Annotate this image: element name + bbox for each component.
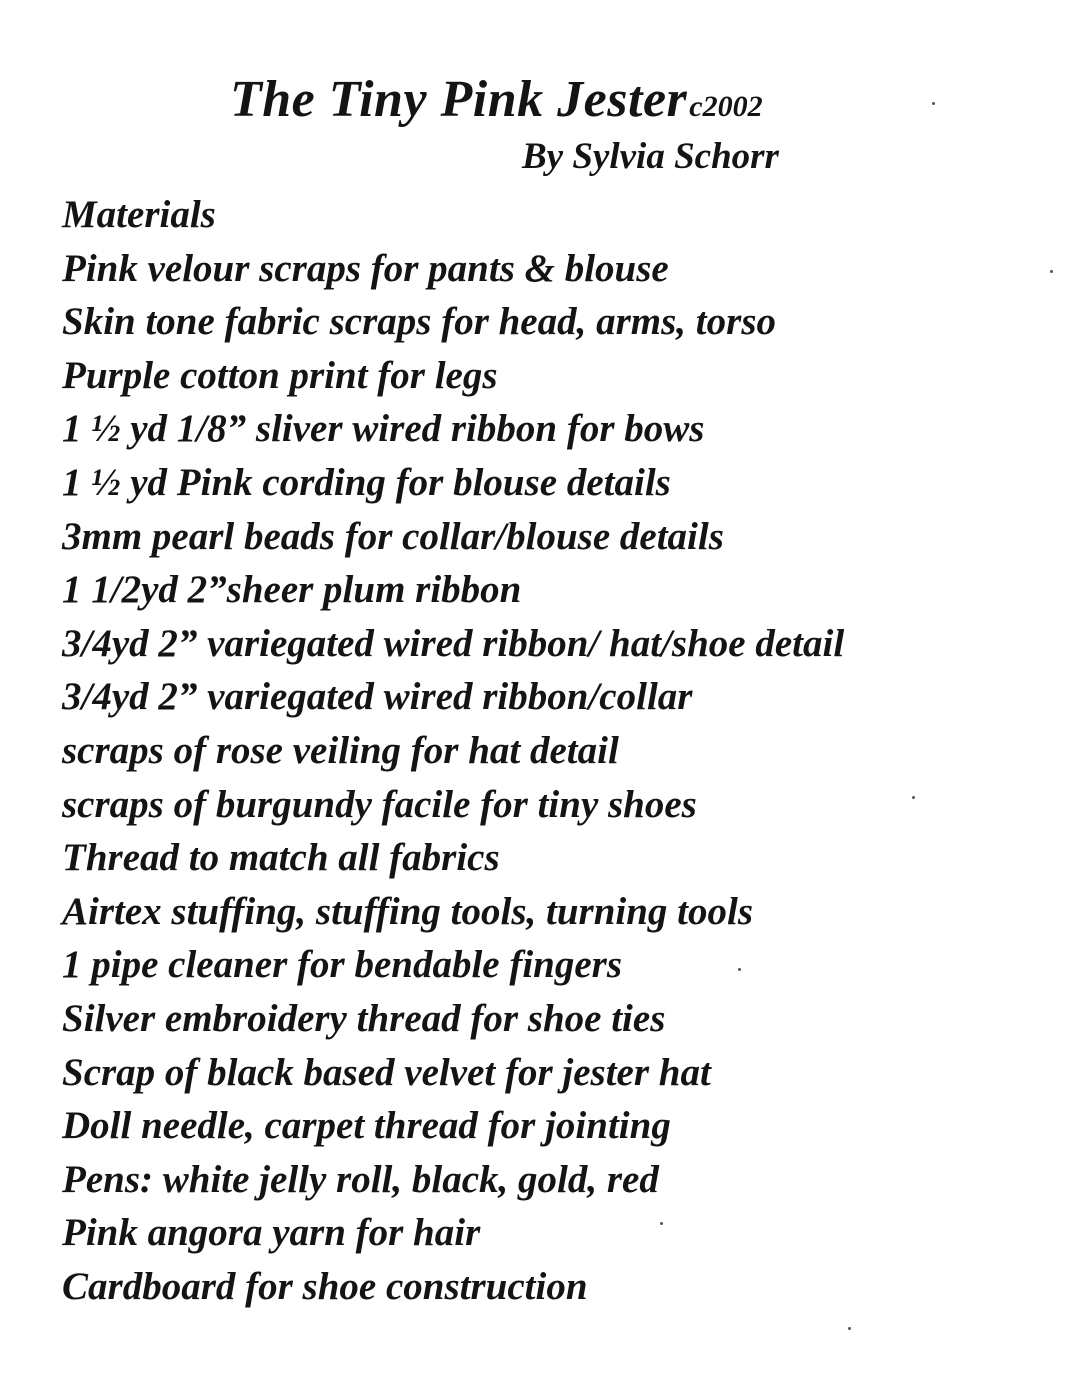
list-item: Pink angora yarn for hair	[62, 1211, 481, 1255]
list-item: Silver embroidery thread for shoe ties	[62, 996, 666, 1040]
copyright-notice: c2002	[689, 90, 763, 123]
list-item: 3/4yd 2” variegated wired ribbon/ hat/shoe detail	[62, 621, 845, 665]
list-item: Pink velour scraps for pants & blouse	[62, 246, 669, 290]
list-item: 1 pipe cleaner for bendable fingers	[62, 943, 623, 987]
list-item: 3/4yd 2” variegated wired ribbon/collar	[62, 675, 693, 719]
list-item: Airtex stuffing, stuffing tools, turning tools	[62, 889, 754, 933]
list-item: 3mm pearl beads for collar/blouse details	[62, 514, 724, 558]
list-item: 1 ½ yd 1/8” sliver wired ribbon for bows	[62, 407, 705, 451]
materials-list	[62, 188, 844, 1313]
list-item: Cardboard for shoe construction	[62, 1264, 588, 1308]
scan-speck	[1050, 270, 1053, 273]
scan-speck	[660, 1222, 663, 1225]
scan-speck	[848, 1327, 851, 1330]
list-item: Pens: white jelly roll, black, gold, red	[62, 1157, 659, 1201]
list-item: scraps of rose veiling for hat detail	[62, 728, 619, 772]
scan-speck	[912, 796, 915, 799]
list-item: Scrap of black based velvet for jester hat	[62, 1050, 711, 1094]
list-item: scraps of burgundy facile for tiny shoes	[62, 782, 697, 826]
section-heading: Materials	[62, 193, 216, 236]
author-byline: By Sylvia Schorr	[522, 136, 779, 177]
scan-speck	[932, 102, 935, 105]
list-item: Doll needle, carpet thread for jointing	[62, 1104, 671, 1148]
scan-speck	[738, 968, 741, 971]
list-item: 1 ½ yd Pink cording for blouse details	[62, 460, 671, 504]
title-line	[230, 70, 763, 129]
list-item: Purple cotton print for legs	[62, 353, 498, 397]
document-title: The Tiny Pink Jester	[230, 71, 688, 128]
list-item: 1 1/2yd 2”sheer plum ribbon	[62, 568, 522, 612]
list-item: Thread to match all fabrics	[62, 836, 500, 880]
list-item: Skin tone fabric scraps for head, arms, torso	[62, 300, 776, 344]
